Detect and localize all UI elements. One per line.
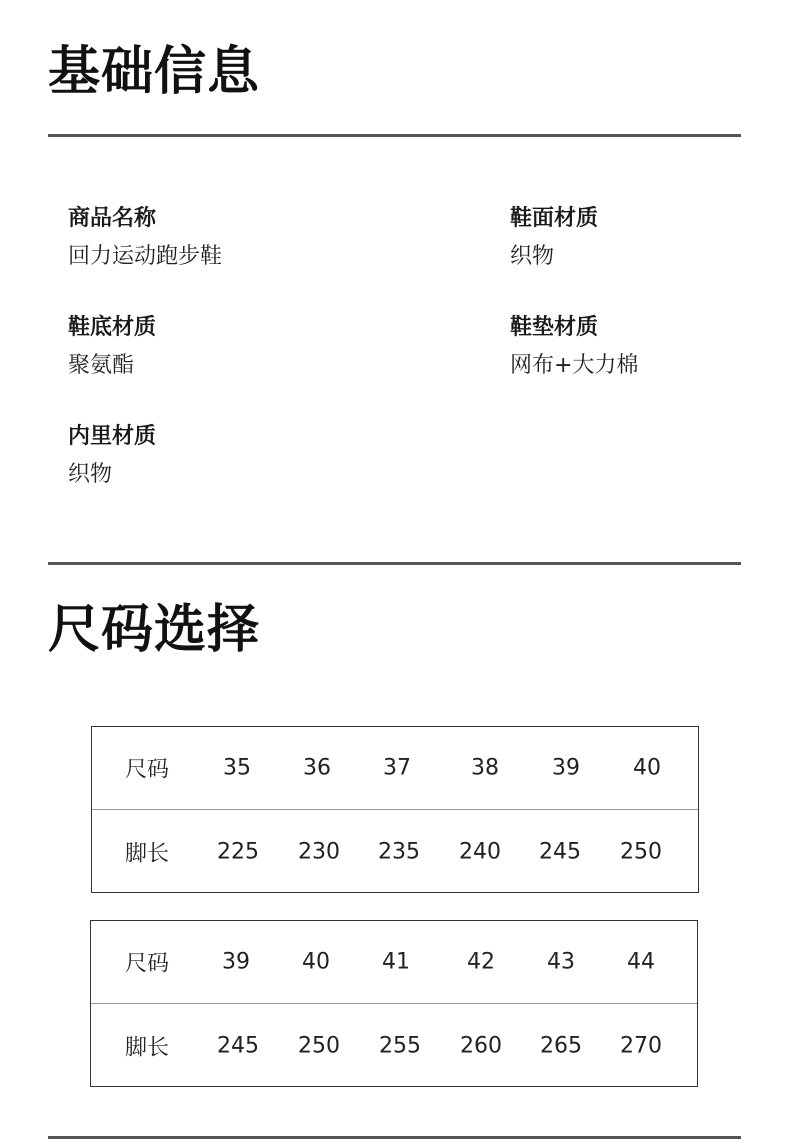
size-cell: 41 — [382, 949, 410, 975]
info-value: 回力运动跑步鞋 — [68, 244, 223, 269]
size-table — [90, 920, 698, 1087]
info-label: 内里材质 — [68, 424, 157, 449]
foot-length-cell: 230 — [298, 839, 340, 864]
size-cell: 39 — [552, 755, 580, 781]
foot-length-cell: 250 — [298, 1033, 340, 1058]
info-value: 织物 — [510, 244, 555, 269]
foot-length-cell: 225 — [217, 839, 259, 864]
info-label: 商品名称 — [68, 206, 157, 231]
info-item-insole-material — [510, 314, 638, 380]
foot-length-cell: 240 — [459, 839, 501, 864]
size-cell: 35 — [223, 755, 251, 781]
foot-length-cell: 265 — [540, 1033, 582, 1058]
size-cell: 36 — [303, 755, 331, 781]
info-item-lining-material — [68, 423, 156, 489]
size-cell: 44 — [627, 949, 655, 975]
size-row-label: 尺码 — [124, 951, 170, 977]
info-item-product-name — [68, 205, 222, 271]
info-label: 鞋底材质 — [68, 315, 157, 340]
size-row — [91, 921, 697, 1003]
size-selection-title: 尺码选择 — [48, 599, 261, 660]
size-cell: 40 — [633, 755, 661, 781]
info-label: 鞋面材质 — [510, 206, 599, 231]
foot-length-cell: 245 — [217, 1033, 259, 1058]
foot-length-row-label: 脚长 — [124, 841, 170, 866]
size-cell: 37 — [383, 755, 411, 781]
info-item-sole-material — [68, 314, 156, 380]
foot-length-cell: 235 — [378, 839, 420, 864]
size-cell: 38 — [471, 755, 499, 781]
basic-info-title: 基础信息 — [48, 41, 261, 102]
foot-length-cell: 260 — [460, 1033, 502, 1058]
foot-length-cell: 245 — [539, 839, 581, 864]
foot-length-row — [91, 1003, 697, 1087]
foot-length-row — [92, 809, 698, 893]
divider — [48, 1136, 741, 1139]
size-row — [92, 727, 698, 809]
divider — [48, 562, 741, 565]
info-value: 网布+大力棉 — [510, 353, 639, 378]
size-cell: 43 — [547, 949, 575, 975]
info-label: 鞋垫材质 — [510, 315, 599, 340]
size-cell: 40 — [302, 949, 330, 975]
info-item-upper-material — [510, 205, 598, 271]
foot-length-cell: 270 — [620, 1033, 662, 1058]
size-cell: 39 — [222, 949, 250, 975]
divider — [48, 134, 741, 137]
foot-length-row-label: 脚长 — [124, 1035, 170, 1060]
info-value: 聚氨酯 — [68, 353, 135, 378]
size-row-label: 尺码 — [124, 757, 170, 783]
size-cell: 42 — [467, 949, 495, 975]
size-table — [91, 726, 699, 893]
foot-length-cell: 250 — [620, 839, 662, 864]
info-value: 织物 — [68, 462, 113, 487]
foot-length-cell: 255 — [379, 1033, 421, 1058]
